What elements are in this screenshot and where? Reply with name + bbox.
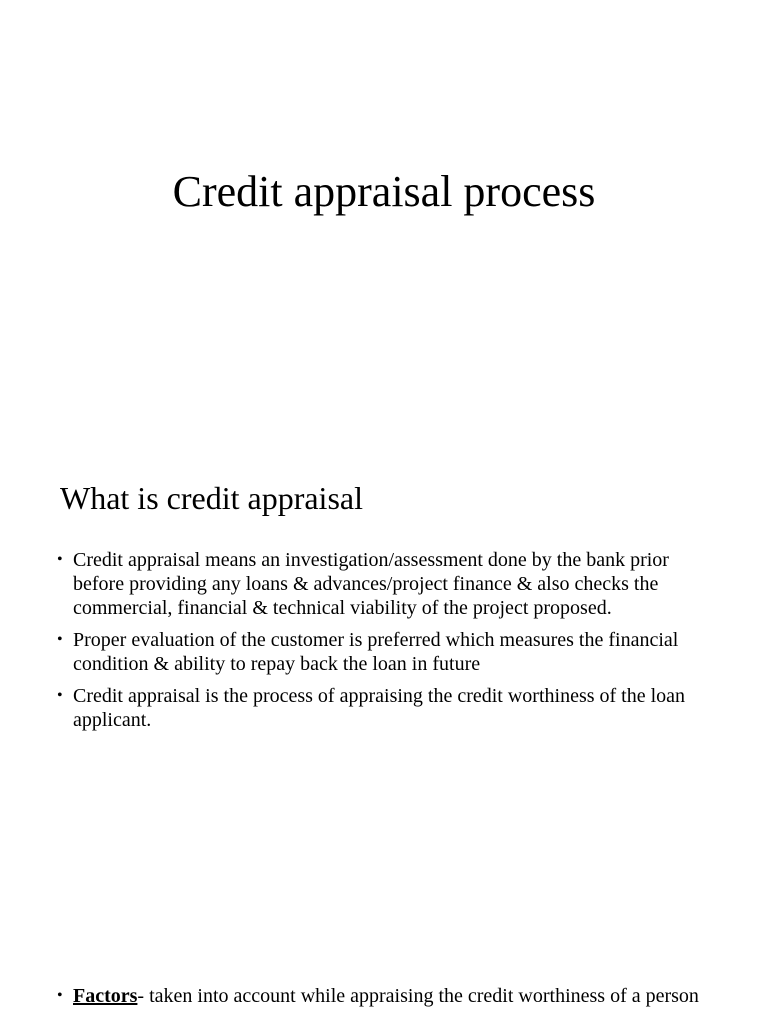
bullet-item [57,984,707,1008]
bullet-icon: • [57,987,63,1004]
bullet-icon: • [57,631,63,648]
bullet-item [57,684,707,732]
bullet-icon: • [57,551,63,568]
slide-title [0,0,768,432]
bullet-text: Credit appraisal means an investigation/assessment done by the bank prior before providing any loans & advances/project finance & also checks the commercial, financial & technical viability of the project proposed. [73,549,669,619]
bullet-text: Credit appraisal is the process of appraising the credit worthiness of the loan applicant. [73,685,686,731]
presentation-title: Credit appraisal process [172,167,596,216]
bullet-text: taken into account while appraising the credit worthiness of a person [144,985,699,1007]
factors-dash: - [137,985,145,1007]
bullet-icon: • [57,687,63,704]
bullet-list [57,984,707,1016]
slide-heading: What is credit appraisal [60,480,363,516]
bullet-item [57,628,707,676]
factors-label: Factors [73,985,138,1007]
slide-factors [0,964,768,1024]
bullet-item [57,548,707,620]
slide-what-is-credit-appraisal [0,432,768,964]
bullet-list [57,548,707,740]
bullet-text: Proper evaluation of the customer is preferred which measures the financial condition & ability to repay back the loan in future [73,629,679,675]
